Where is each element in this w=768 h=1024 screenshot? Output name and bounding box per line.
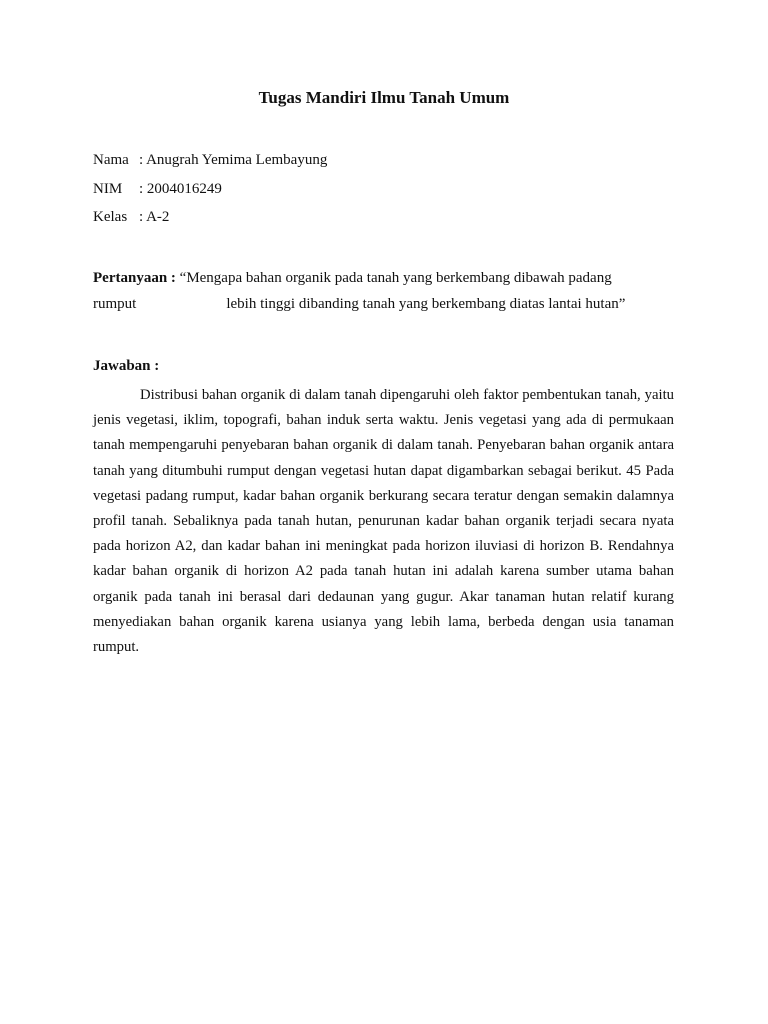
info-value-name: : Anugrah Yemima Lembayung: [139, 152, 328, 168]
question-text-line2-end: lebih tinggi dibanding tanah yang berkembang diatas lantai hutan”: [226, 296, 626, 312]
info-value-kelas: : A-2: [139, 209, 170, 225]
question-text-line2-start: rumput: [93, 296, 137, 312]
info-row-name: [93, 151, 327, 169]
question-text-line1: “Mengapa bahan organik pada tanah yang berkembang dibawah padang: [179, 270, 612, 286]
answer-paragraph: Distribusi bahan organik di dalam tanah dipengaruhi oleh faktor pembentukan tanah, yaitu jenis vegetasi, iklim, topografi, bahan induk serta waktu. Jenis vegetasi yang ada di permukaan tanah mempengaruhi penyebaran bahan organik di dalam tanah. Penyebaran bahan organik antara tanah yang ditumbuhi rumput dengan vegetasi hutan dapat digambarkan sebagai berikut. 45 Pada vegetasi padang rumput, kadar bahan organik berkurang secara teratur dengan semakin dalamnya profil tanah. Sebaliknya pada tanah hutan, penurunan kadar bahan organik terjadi secara nyata pada horizon A2, dan kadar bahan ini meningkat pada horizon iluviasi di horizon B. Rendahnya kadar bahan organik di horizon A2 pada tanah hutan ini adalah karena sumber utama bahan organik pada tanah ini berasal dari dedaunan yang gugur. Akar tanaman hutan relatif kurang menyediakan bahan organik karena usianya yang lebih lama, berbeda dengan usia tanaman rumput.: [93, 387, 674, 656]
question-paragraph: [93, 265, 674, 317]
document-title: Tugas Mandiri Ilmu Tanah Umum: [258, 88, 510, 107]
info-value-nim: : 2004016249: [139, 181, 222, 197]
info-label-name: Nama: [93, 152, 129, 168]
info-row-nim: [93, 180, 222, 198]
question-label: Pertanyaan :: [93, 270, 176, 286]
info-label-kelas: Kelas: [93, 209, 128, 225]
answer-heading: Jawaban :: [93, 358, 160, 374]
question-line2: [93, 291, 674, 317]
info-label-nim: NIM: [93, 181, 123, 197]
info-row-kelas: [93, 208, 169, 226]
